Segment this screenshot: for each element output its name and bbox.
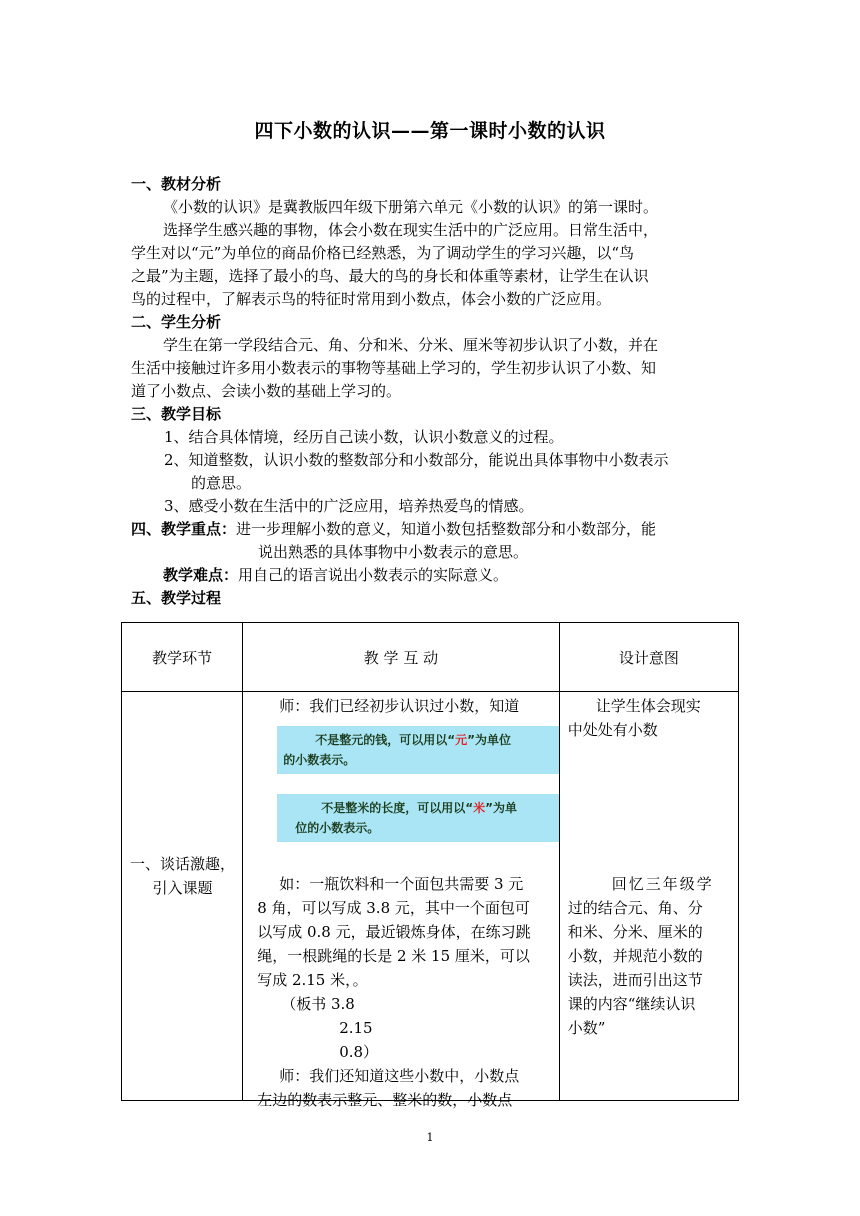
banner-text: 的小数表示。 [283, 753, 356, 767]
intent-cell [559, 692, 738, 1101]
teacher-line: 左边的数表示整元、整米的数，小数点 [257, 1091, 513, 1109]
paragraph-line: 鸟的过程中，了解表示鸟的特征时常用到小数点，体会小数的广泛应用。 [131, 290, 612, 308]
section-heading-3: 三、教学目标 [131, 405, 222, 423]
key-points-line [131, 518, 743, 541]
section-heading-2: 二、学生分析 [131, 313, 222, 331]
difficulty-line [131, 564, 775, 587]
banner-text: 不是整米的长度，可以用以“ [321, 801, 474, 815]
header-stage: 教学环节 [122, 623, 243, 692]
stage-label [122, 852, 243, 900]
teacher-line: 师：我们还知道这些小数中，小数点 [279, 1067, 520, 1085]
paragraph-line: 道了小数点、会读小数的基础上学习的。 [131, 382, 402, 400]
stage-label-line: 一、谈话激趣， [129, 855, 235, 873]
paragraph-line: 选择学生感兴趣的事物，体会小数在现实生活中的广泛应用。日常生活中， [163, 221, 659, 239]
paragraph-line: 学生在第一学段结合元、角、分和米、分米、厘米等初步认识了小数，并在 [163, 336, 659, 354]
paragraph-line: 学生对以“元”为单位的商品价格已经熟悉，为了调动学生的学习兴趣，以“鸟 [131, 244, 635, 262]
board-line: 0.8） [339, 1043, 379, 1061]
difficulty-text: 用自己的语言说出小数表示的实际意义。 [238, 566, 509, 584]
teaching-process-table [121, 622, 739, 1109]
teacher-line: 师：我们已经初步认识过小数，知道 [279, 697, 520, 715]
header-intent: 设计意图 [559, 623, 738, 692]
intent-line: 课的内容“继续认识 [567, 995, 696, 1013]
interaction-cell [243, 692, 560, 1109]
section-heading-5: 五、教学过程 [131, 589, 222, 607]
goal-item-3: 3、感受小数在生活中的广泛应用，培养热爱鸟的情感。 [164, 497, 534, 515]
example-line: 如：一瓶饮料和一个面包共需要 3 元 [279, 875, 524, 893]
stage-cell [122, 692, 243, 1101]
paragraph-line: 之最”为主题，选择了最小的鸟、最大的鸟的身长和体重等素材，让学生在认识 [131, 267, 649, 285]
section-heading-1: 一、教材分析 [131, 175, 222, 193]
intent-line: 和米、分米、厘米的 [567, 923, 703, 941]
goal-item-1: 1、结合具体情境，经历自己读小数，认识小数意义的过程。 [164, 428, 564, 446]
intent-line: 回忆三年级学 [611, 875, 714, 893]
example-line: 绳，一根跳绳的长是 2 米 15 厘米，可以 [257, 947, 530, 965]
paragraph-line: 《小数的认识》是冀教版四年级下册第六单元《小数的认识》的第一课时。 [163, 198, 659, 216]
board-line: 2.15 [339, 1019, 373, 1037]
example-line: 8 角，可以写成 3.8 元，其中一个面包可 [257, 899, 530, 917]
intent-line: 过的结合元、角、分 [567, 899, 703, 917]
goal-item-2: 2、知道整数，认识小数的整数部分和小数部分，能说出具体事物中小数表示 [164, 451, 669, 469]
stage-label-line: 引入课题 [152, 879, 213, 897]
banner-highlight: 元 [455, 733, 468, 747]
intent-line: 中处处有小数 [567, 721, 658, 739]
paragraph-line: 生活中接触过许多用小数表示的事物等基础上学习的，学生初步认识了小数、知 [131, 359, 657, 377]
document-title: 四下小数的认识——第一课时小数的认识 [254, 120, 606, 142]
table-row [122, 692, 739, 1101]
intent-line: 读法，进而引出这节 [567, 971, 703, 989]
section-heading-4: 四、教学重点： [131, 520, 237, 538]
table-header-row [122, 623, 739, 692]
header-interaction: 教 学 互 动 [243, 623, 560, 692]
difficulty-heading: 教学难点： [163, 566, 239, 584]
page-number: 1 [426, 1131, 434, 1144]
banner-text: ”为单位 [467, 733, 511, 747]
board-line: （板书 3.8 [281, 995, 355, 1013]
banner-highlight: 米 [473, 801, 486, 815]
key-points-cont: 说出熟悉的具体事物中小数表示的意思。 [258, 543, 529, 561]
example-line: 写成 2.15 米，。 [257, 971, 368, 989]
key-points-text: 进一步理解小数的意义，知道小数包括整数部分和小数部分，能 [236, 520, 657, 538]
intent-line: 小数” [567, 1019, 606, 1037]
banner-text: 位的小数表示。 [295, 821, 380, 835]
example-line: 以写成 0.8 元，最近锻炼身体，在练习跳 [257, 923, 531, 941]
goal-item-2-cont: 的意思。 [191, 474, 252, 492]
banner-text: 不是整元的钱，可以用以“ [315, 733, 456, 747]
banner-yuan [277, 726, 559, 774]
banner-mi [277, 794, 559, 842]
banner-text: ”为单 [485, 801, 517, 815]
intent-line: 小数，并规范小数的 [567, 947, 703, 965]
intent-line: 让学生体会现实 [595, 697, 701, 715]
